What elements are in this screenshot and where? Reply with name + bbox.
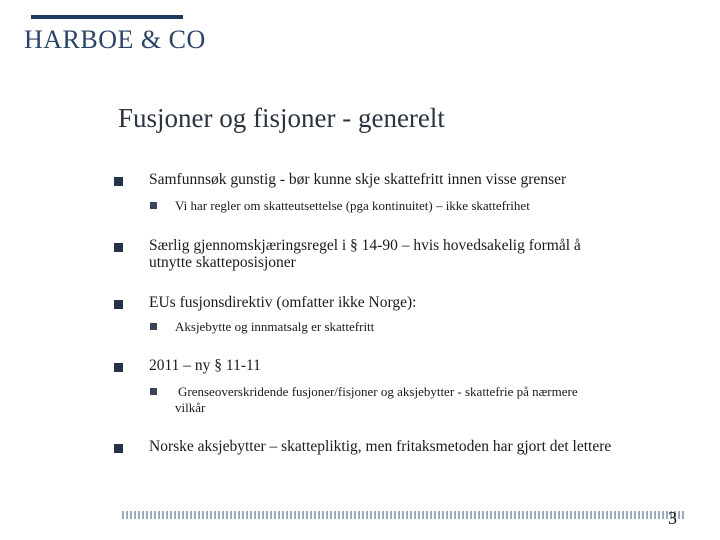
sub-bullet-text: Vi har regler om skatteutsettelse (pga kontinuitet) – ikke skattefrihet bbox=[175, 198, 530, 213]
sub-bullet-text-continued: vilkår bbox=[175, 400, 206, 415]
bullet-square-icon bbox=[114, 363, 123, 372]
sub-bullet-text: Grenseoverskridende fusjoner/fisjoner og aksjebytter - skattefrie på nærmere bbox=[178, 384, 578, 399]
bullet-square-icon bbox=[114, 444, 123, 453]
bullet-square-icon bbox=[114, 177, 123, 186]
sub-bullet-text: Aksjebytte og innmatsalg er skattefritt bbox=[175, 319, 375, 334]
footer-divider bbox=[122, 511, 684, 519]
sub-bullet-square-icon bbox=[150, 202, 157, 209]
company-logo: HARBOE & CO bbox=[24, 25, 206, 54]
bullet-square-icon bbox=[114, 243, 123, 252]
bullet-text-continued: utnytte skatteposisjoner bbox=[149, 254, 296, 271]
slide-title: Fusjoner og fisjoner - generelt bbox=[118, 103, 445, 133]
logo-bar bbox=[31, 15, 183, 19]
page-number: 3 bbox=[668, 508, 677, 528]
sub-bullet-square-icon bbox=[150, 323, 157, 330]
bullet-text: Samfunnsøk gunstig - bør kunne skje skattefritt innen visse grenser bbox=[149, 171, 567, 188]
bullet-text: EUs fusjonsdirektiv (omfatter ikke Norge): bbox=[149, 294, 417, 311]
bullet-text: Norske aksjebytter – skattepliktig, men fritaksmetoden har gjort det lettere bbox=[149, 438, 612, 455]
bullet-square-icon bbox=[114, 300, 123, 309]
bullet-text: 2011 – ny § 11-11 bbox=[149, 357, 261, 374]
bullet-text: Særlig gjennomskjæringsregel i § 14-90 – hvis hovedsakelig formål å bbox=[149, 237, 581, 254]
sub-bullet-square-icon bbox=[150, 388, 157, 395]
